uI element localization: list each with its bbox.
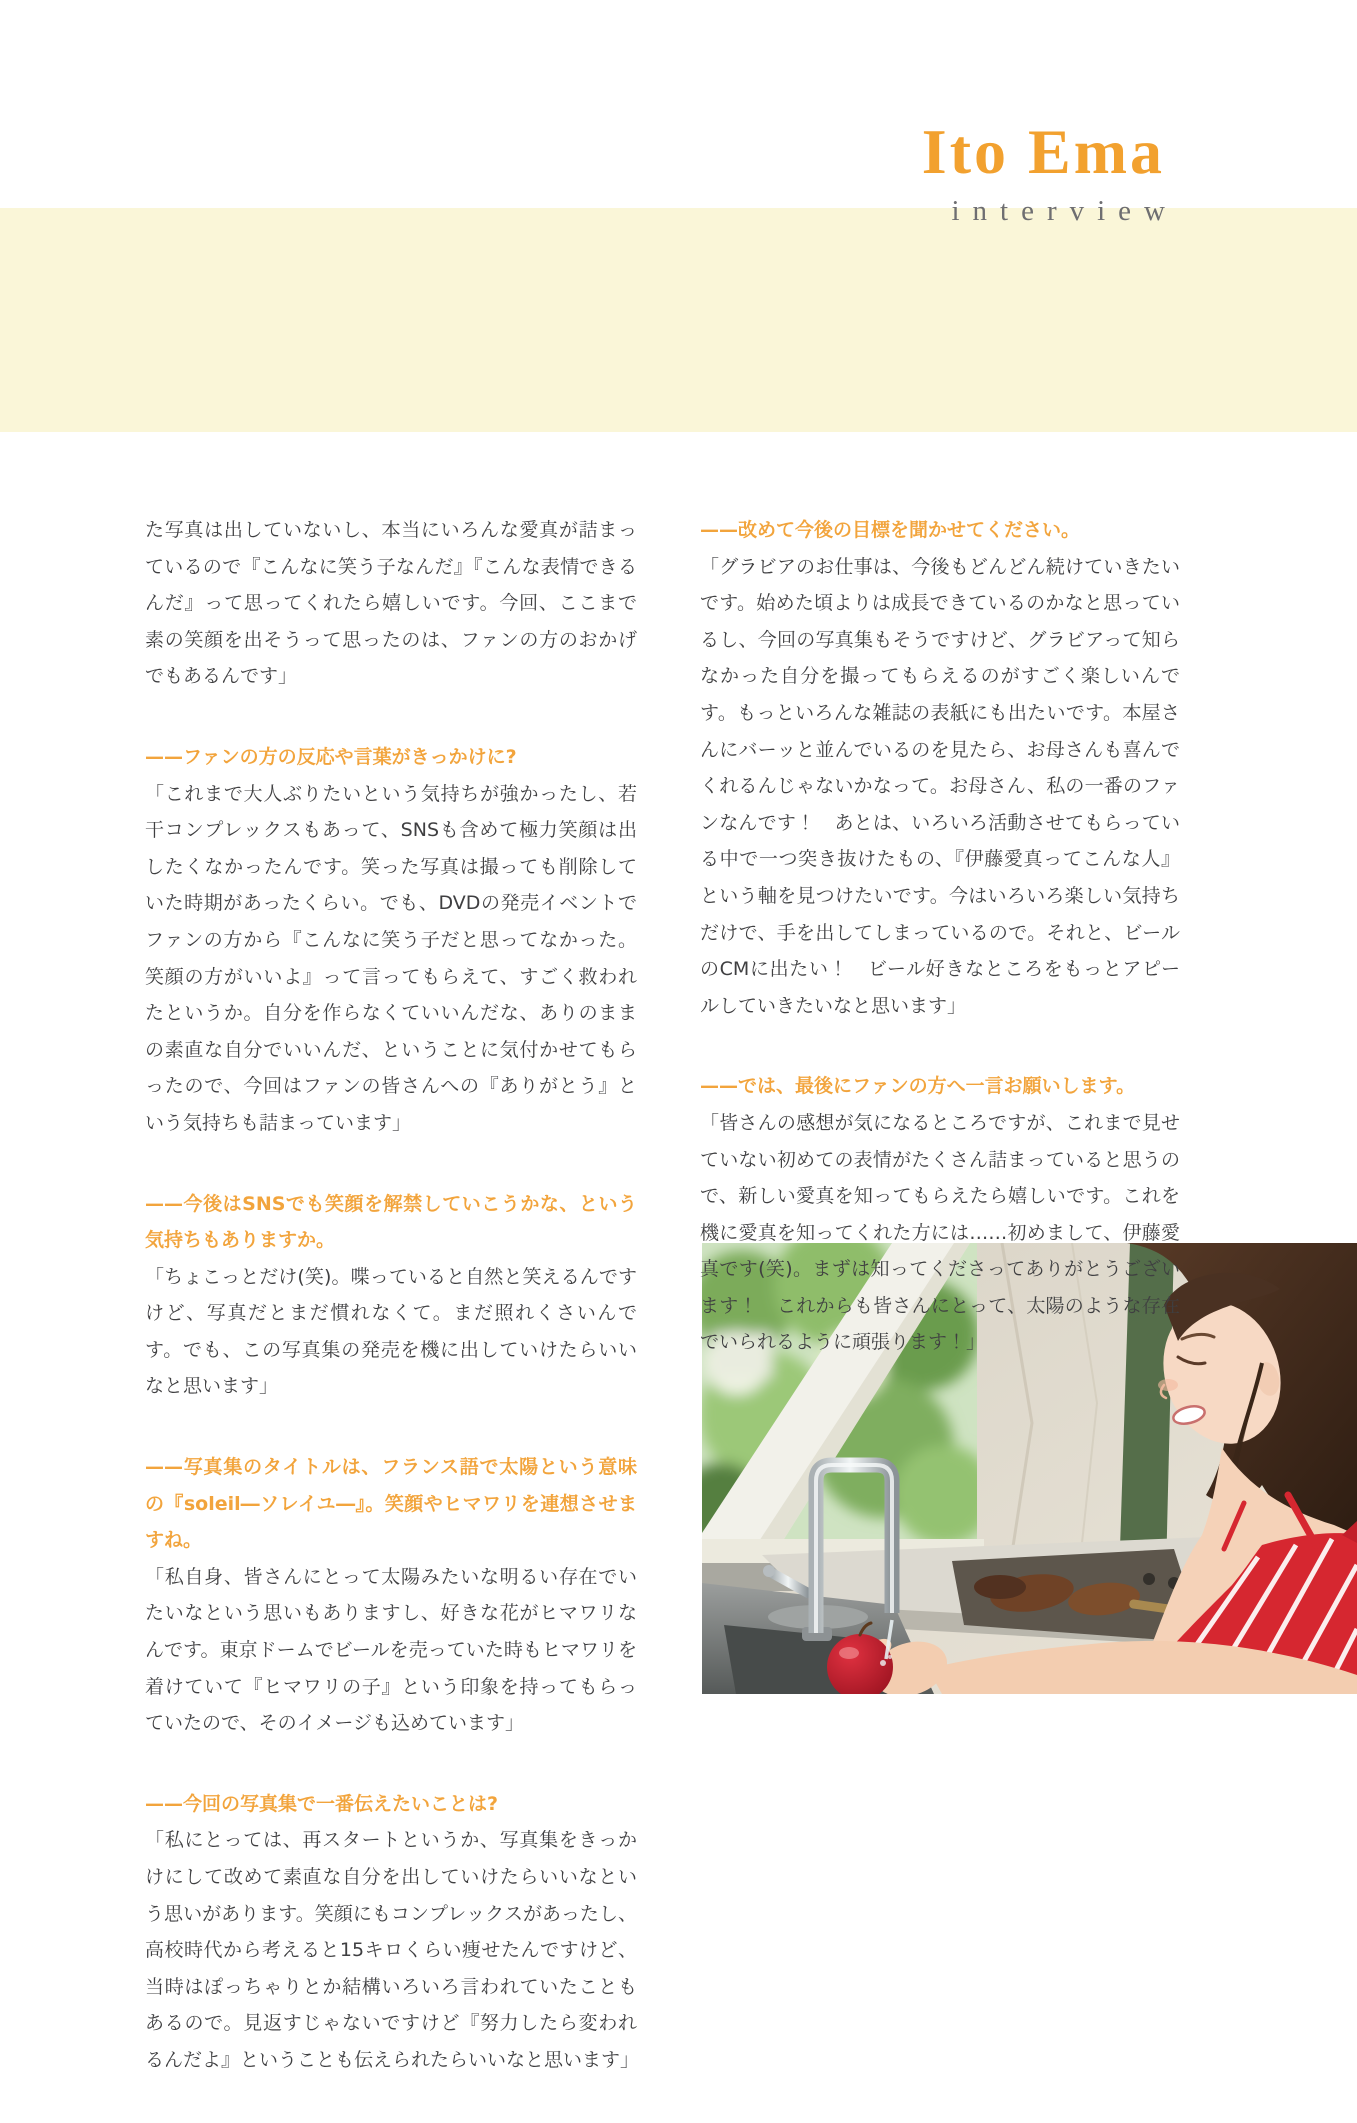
interview-body: た写真は出していないし、本当にいろんな愛真が詰まっているので『こんなに笑う子なんだ』『こんな表情できるんだ』って思ってくれたら嬉しいです。今回、ここまで素の笑顔を出そうって思ったのは、ファンの方のおかげでもあるんです」: [145, 519, 637, 688]
interview-question: ——ファンの方の反応や言葉がきっかけに?: [145, 745, 517, 768]
interview-question: ——今後はSNSでも笑顔を解禁していこうかな、という気持ちもありますか。: [145, 1192, 637, 1252]
interview-question: ——改めて今後の目標を聞かせてください。: [700, 519, 1081, 541]
article-left-column: [145, 512, 640, 2123]
interview-question: ——写真集のタイトルは、フランス語で太陽という意味の『soleil―ソレイユ―』。笑顔やヒマワリを連想させますね。: [145, 1456, 637, 1552]
interview-answer: 「ちょこっとだけ(笑)。喋っていると自然と笑えるんですけど、写真だとまだ慣れなくて。まだ照れくさいんです。でも、この写真集の発売を機に出していけたらいいなと思います」: [145, 1265, 637, 1398]
header: [921, 116, 1178, 228]
interview-answer: 「私自身、皆さんにとって太陽みたいな明るい存在でいたいなという思いもありますし、好きな花がヒマワリなんです。東京ドームでビールを売っていた時もヒマワリを着けていて『ヒマワリの子』という印象を持ってもらっていたので、そのイメージも込めています」: [145, 1565, 637, 1735]
interview-answer: 「私にとっては、再スタートというか、写真集をきっかけにして改めて素直な自分を出していけたらいいなという思いがあります。笑顔にもコンプレックスがあったし、高校時代から考えると15キロくらい痩せたんですけど、当時はぽっちゃりとか結構いろいろ言われていたこともあるので。見返すじゃないですけど『努力したら変われるんだよ』ということも伝えられたらいいなと思います」: [145, 1829, 640, 2071]
interview-question: ——では、最後にファンの方へ一言お願いします。: [700, 1075, 1136, 1098]
interview-answer: 「グラビアのお仕事は、今後もどんどん続けていきたいです。始めた頃よりは成長できているのかなと思っているし、今回の写真集もそうですけど、グラビアって知らなかった自分を撮ってもらえるのがすごく楽しいんです。もっといろんな雑誌の表紙にも出たいです。本屋さんにバーッと並んでいるのを見たら、お母さんも喜んでくれるんじゃないかなって。お母さん、私の一番のファンなんです！ あとは、いろいろ活動させてもらっている中で一つ突き抜けたもの、『伊藤愛真ってこんな人』という軸を見つけたいです。今はいろいろ楽しい気持ちだけで、手を出してしまっているので。それと、ビールのCMに出たい！ ビール好きなところをもっとアピールしていきたいなと思います」: [700, 555, 1180, 1017]
article-right-column: [700, 512, 1180, 1405]
interview-answer: 「これまで大人ぶりたいという気持ちが強かったし、若干コンプレックスもあって、SNSも含めて極力笑顔は出したくなかったんです。笑った写真は撮っても削除していた時期があったくらい。でも、DVDの発売イベントでファンの方から『こんなに笑う子だと思ってなかった。笑顔の方がいいよ』って言ってもらえて、すごく救われたというか。自分を作らなくていいんだな、ありのままの素直な自分でいいんだ、ということに気付かせてもらったので、今回はファンの皆さんへの『ありがとう』という気持ちも詰まっています」: [145, 782, 637, 1134]
page-title: Ito Ema: [921, 116, 1165, 187]
interview-question: ——今回の写真集で一番伝えたいことは?: [145, 1792, 499, 1815]
interview-answer: 「皆さんの感想が気になるところですが、これまで見せていない初めての表情がたくさん詰まっていると思うので、新しい愛真を知ってもらえたら嬉しいです。これを機に愛真を知ってくれた方には……初めまして、伊藤愛真です(笑)。まずは知ってくださってありがとうございます！ これからも皆さんにとって、太陽のような存在でいられるように頑張ります！」: [700, 1111, 1180, 1354]
yellow-band: [0, 208, 1357, 432]
page-subtitle: interview: [951, 195, 1178, 227]
